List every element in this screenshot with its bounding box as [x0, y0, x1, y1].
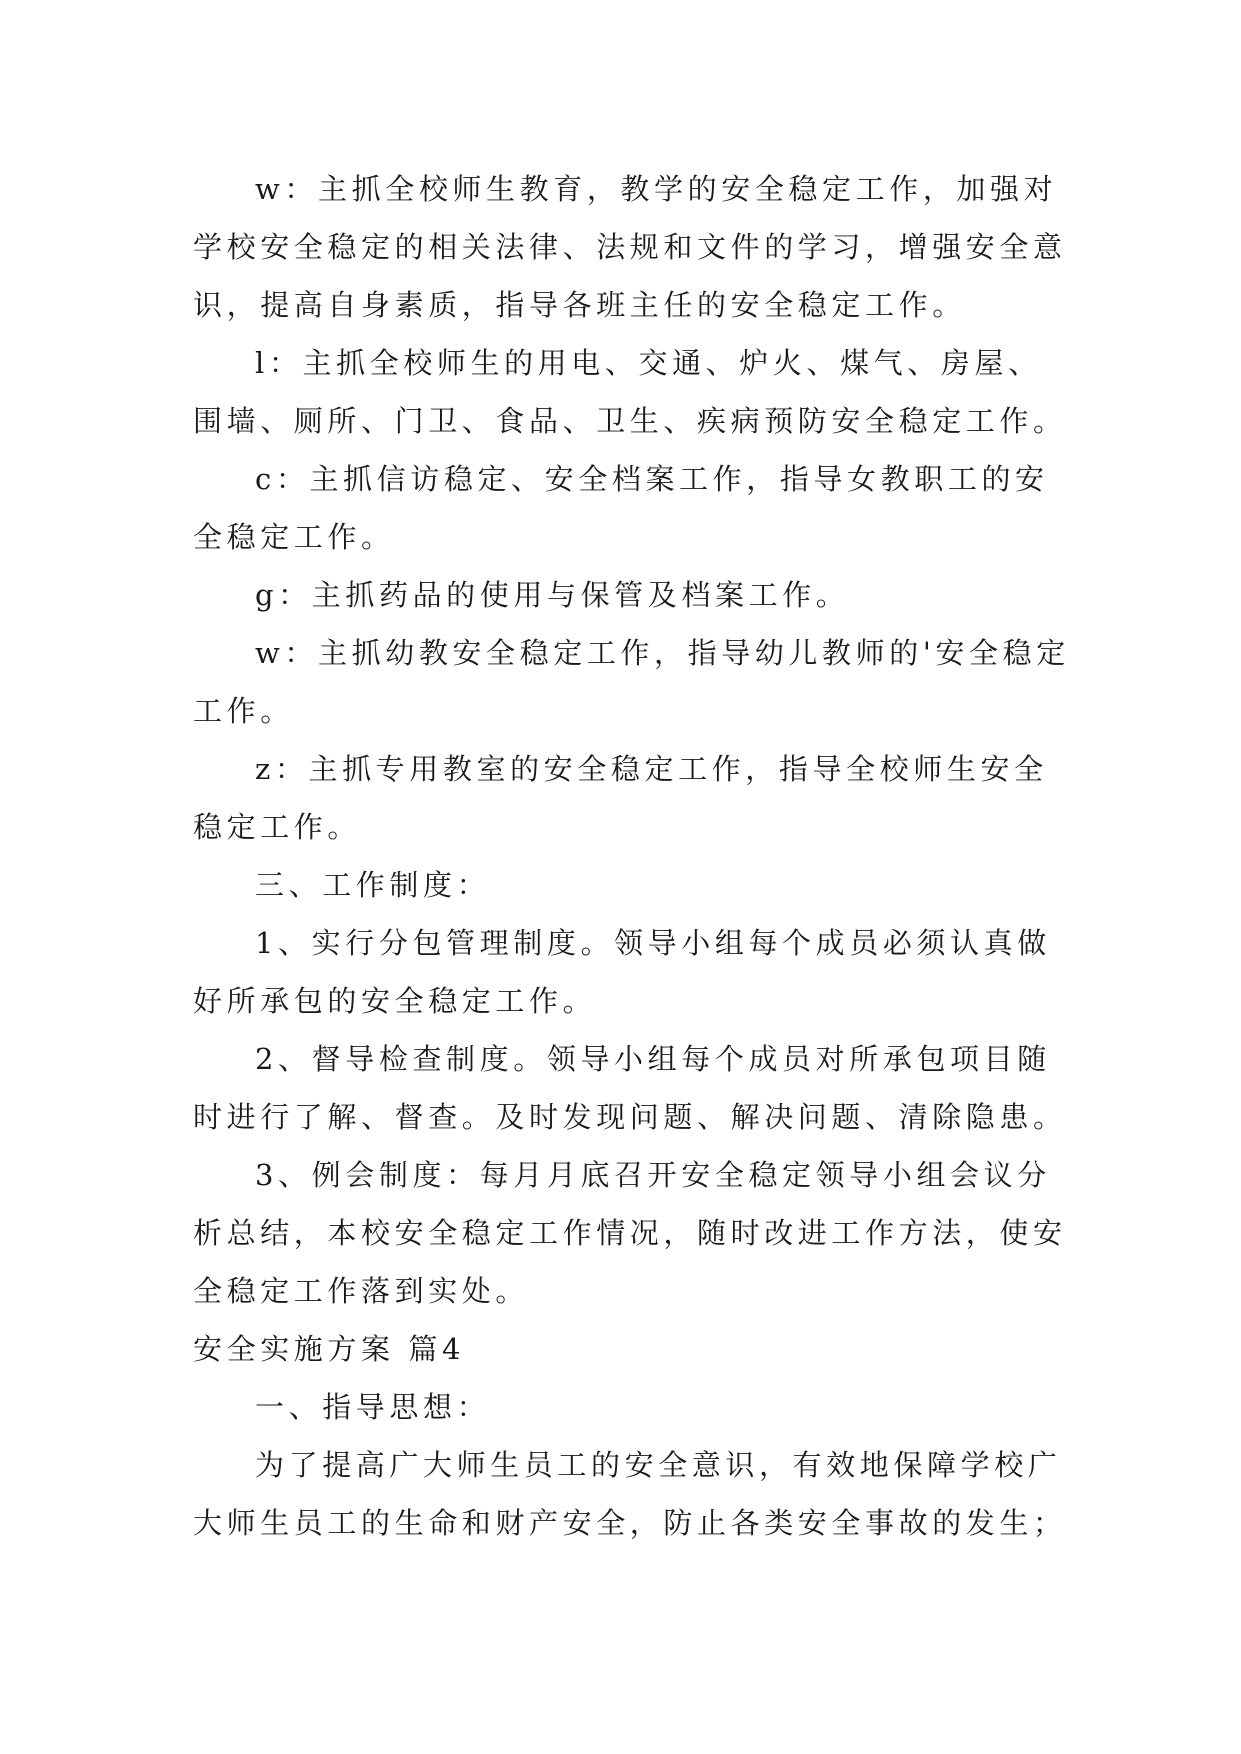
paragraph-system-3: 3、例会制度：每月月底召开安全稳定领导小组会议分析总结，本校安全稳定工作情况，随时改进工作方法，使安全稳定工作落到实处。: [193, 1158, 1067, 1308]
paragraph-duty-z-classrooms: z：主抓专用教室的安全稳定工作，指导全校师生安全稳定工作。: [193, 752, 1048, 844]
document-section-title: 安全实施方案 篇4: [193, 1332, 466, 1366]
paragraph-duty-w-teaching: w：主抓全校师生教育，教学的安全稳定工作，加强对学校安全稳定的相关法律、法规和文件的学习，增强安全意识，提高自身素质，指导各班主任的安全稳定工作。: [193, 172, 1067, 322]
paragraph-system-2: 2、督导检查制度。领导小组每个成员对所承包项目随时进行了解、督查。及时发现问题、解决问题、清除隐患。: [193, 1042, 1067, 1134]
section-heading-work-system: 三、工作制度：: [255, 868, 491, 902]
paragraph-system-1: 1、实行分包管理制度。领导小组每个成员必须认真做好所承包的安全稳定工作。: [193, 926, 1051, 1018]
paragraph-duty-l-facilities: l：主抓全校师生的用电、交通、炉火、煤气、房屋、围墙、厕所、门卫、食品、卫生、疾病预防安全稳定工作。: [193, 346, 1067, 438]
document-body: [193, 160, 1073, 1552]
paragraph-duty-w-preschool: w：主抓幼教安全稳定工作，指导幼儿教师的'安全稳定工作。: [193, 636, 1070, 728]
paragraph-duty-c-petitions: c：主抓信访稳定、安全档案工作，指导女教职工的安全稳定工作。: [193, 462, 1049, 554]
paragraph-duty-g-medicine: g：主抓药品的使用与保管及档案工作。: [255, 578, 850, 612]
section-heading-guiding-thought: 一、指导思想：: [255, 1390, 491, 1424]
paragraph-guiding-thought: 为了提高广大师生员工的安全意识，有效地保障学校广大师生员工的生命和财产安全，防止各类安全事故的发生；: [193, 1448, 1067, 1540]
